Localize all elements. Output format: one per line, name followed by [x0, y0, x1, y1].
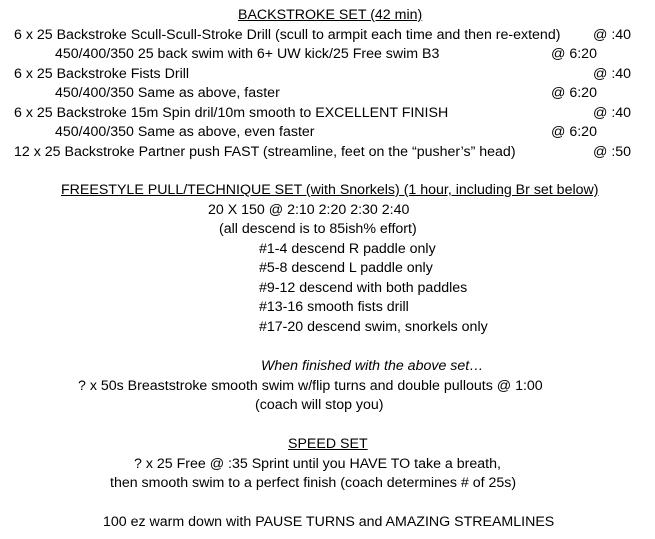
backstroke-line-1: 6 x 25 Backstroke Scull-Scull-Stroke Drill (scull to armpit each time and then re-extend) [14, 27, 561, 43]
freestyle-item-4: #13-16 smooth fists drill [259, 299, 409, 315]
freestyle-item-1: #1-4 descend R paddle only [259, 241, 436, 257]
speed-line-2: then smooth swim to a perfect finish (coach determines # of 25s) [110, 475, 517, 491]
backstroke-time-7: @ :50 [593, 144, 632, 160]
backstroke-line-7: 12 x 25 Backstroke Partner push FAST (streamline, feet on the “pusher’s” head) [14, 144, 516, 160]
speed-heading: SPEED SET [288, 436, 368, 452]
freestyle-item-2: #5-8 descend L paddle only [259, 260, 433, 276]
backstroke-line-3: 6 x 25 Backstroke Fists Drill [14, 66, 190, 82]
backstroke-time-5: @ :40 [593, 105, 632, 121]
breaststroke-line: ? x 50s Breaststroke smooth swim w/flip turns and double pullouts @ 1:00 [78, 378, 543, 394]
backstroke-time-6: @ 6:20 [551, 124, 597, 140]
warmdown-line: 100 ez warm down with PAUSE TURNS and AMAZING STREAMLINES [103, 514, 555, 530]
coach-note: (coach will stop you) [255, 397, 384, 413]
backstroke-time-2: @ 6:20 [551, 46, 597, 62]
after-set-heading: When finished with the above set… [261, 358, 484, 374]
backstroke-line-2: 450/400/350 25 back swim with 6+ UW kick/25 Free swim B3 [55, 46, 440, 62]
speed-line-1: ? x 25 Free @ :35 Sprint until you HAVE TO take a breath, [134, 456, 501, 472]
backstroke-time-3: @ :40 [593, 66, 632, 82]
freestyle-heading: FREESTYLE PULL/TECHNIQUE SET (with Snorkels) (1 hour, including Br set below) [61, 182, 599, 198]
backstroke-time-4: @ 6:20 [551, 85, 597, 101]
freestyle-item-5: #17-20 descend swim, snorkels only [259, 319, 488, 335]
backstroke-heading: BACKSTROKE SET (42 min) [238, 7, 423, 23]
freestyle-intervals: 20 X 150 @ 2:10 2:20 2:30 2:40 [208, 202, 410, 218]
backstroke-line-4: 450/400/350 Same as above, faster [55, 85, 280, 101]
backstroke-line-6: 450/400/350 Same as above, even faster [55, 124, 315, 140]
freestyle-note: (all descend is to 85ish% effort) [219, 221, 417, 237]
backstroke-line-5: 6 x 25 Backstroke 15m Spin dril/10m smooth to EXCELLENT FINISH [14, 105, 449, 121]
freestyle-item-3: #9-12 descend with both paddles [259, 280, 468, 296]
backstroke-time-1: @ :40 [593, 27, 632, 43]
